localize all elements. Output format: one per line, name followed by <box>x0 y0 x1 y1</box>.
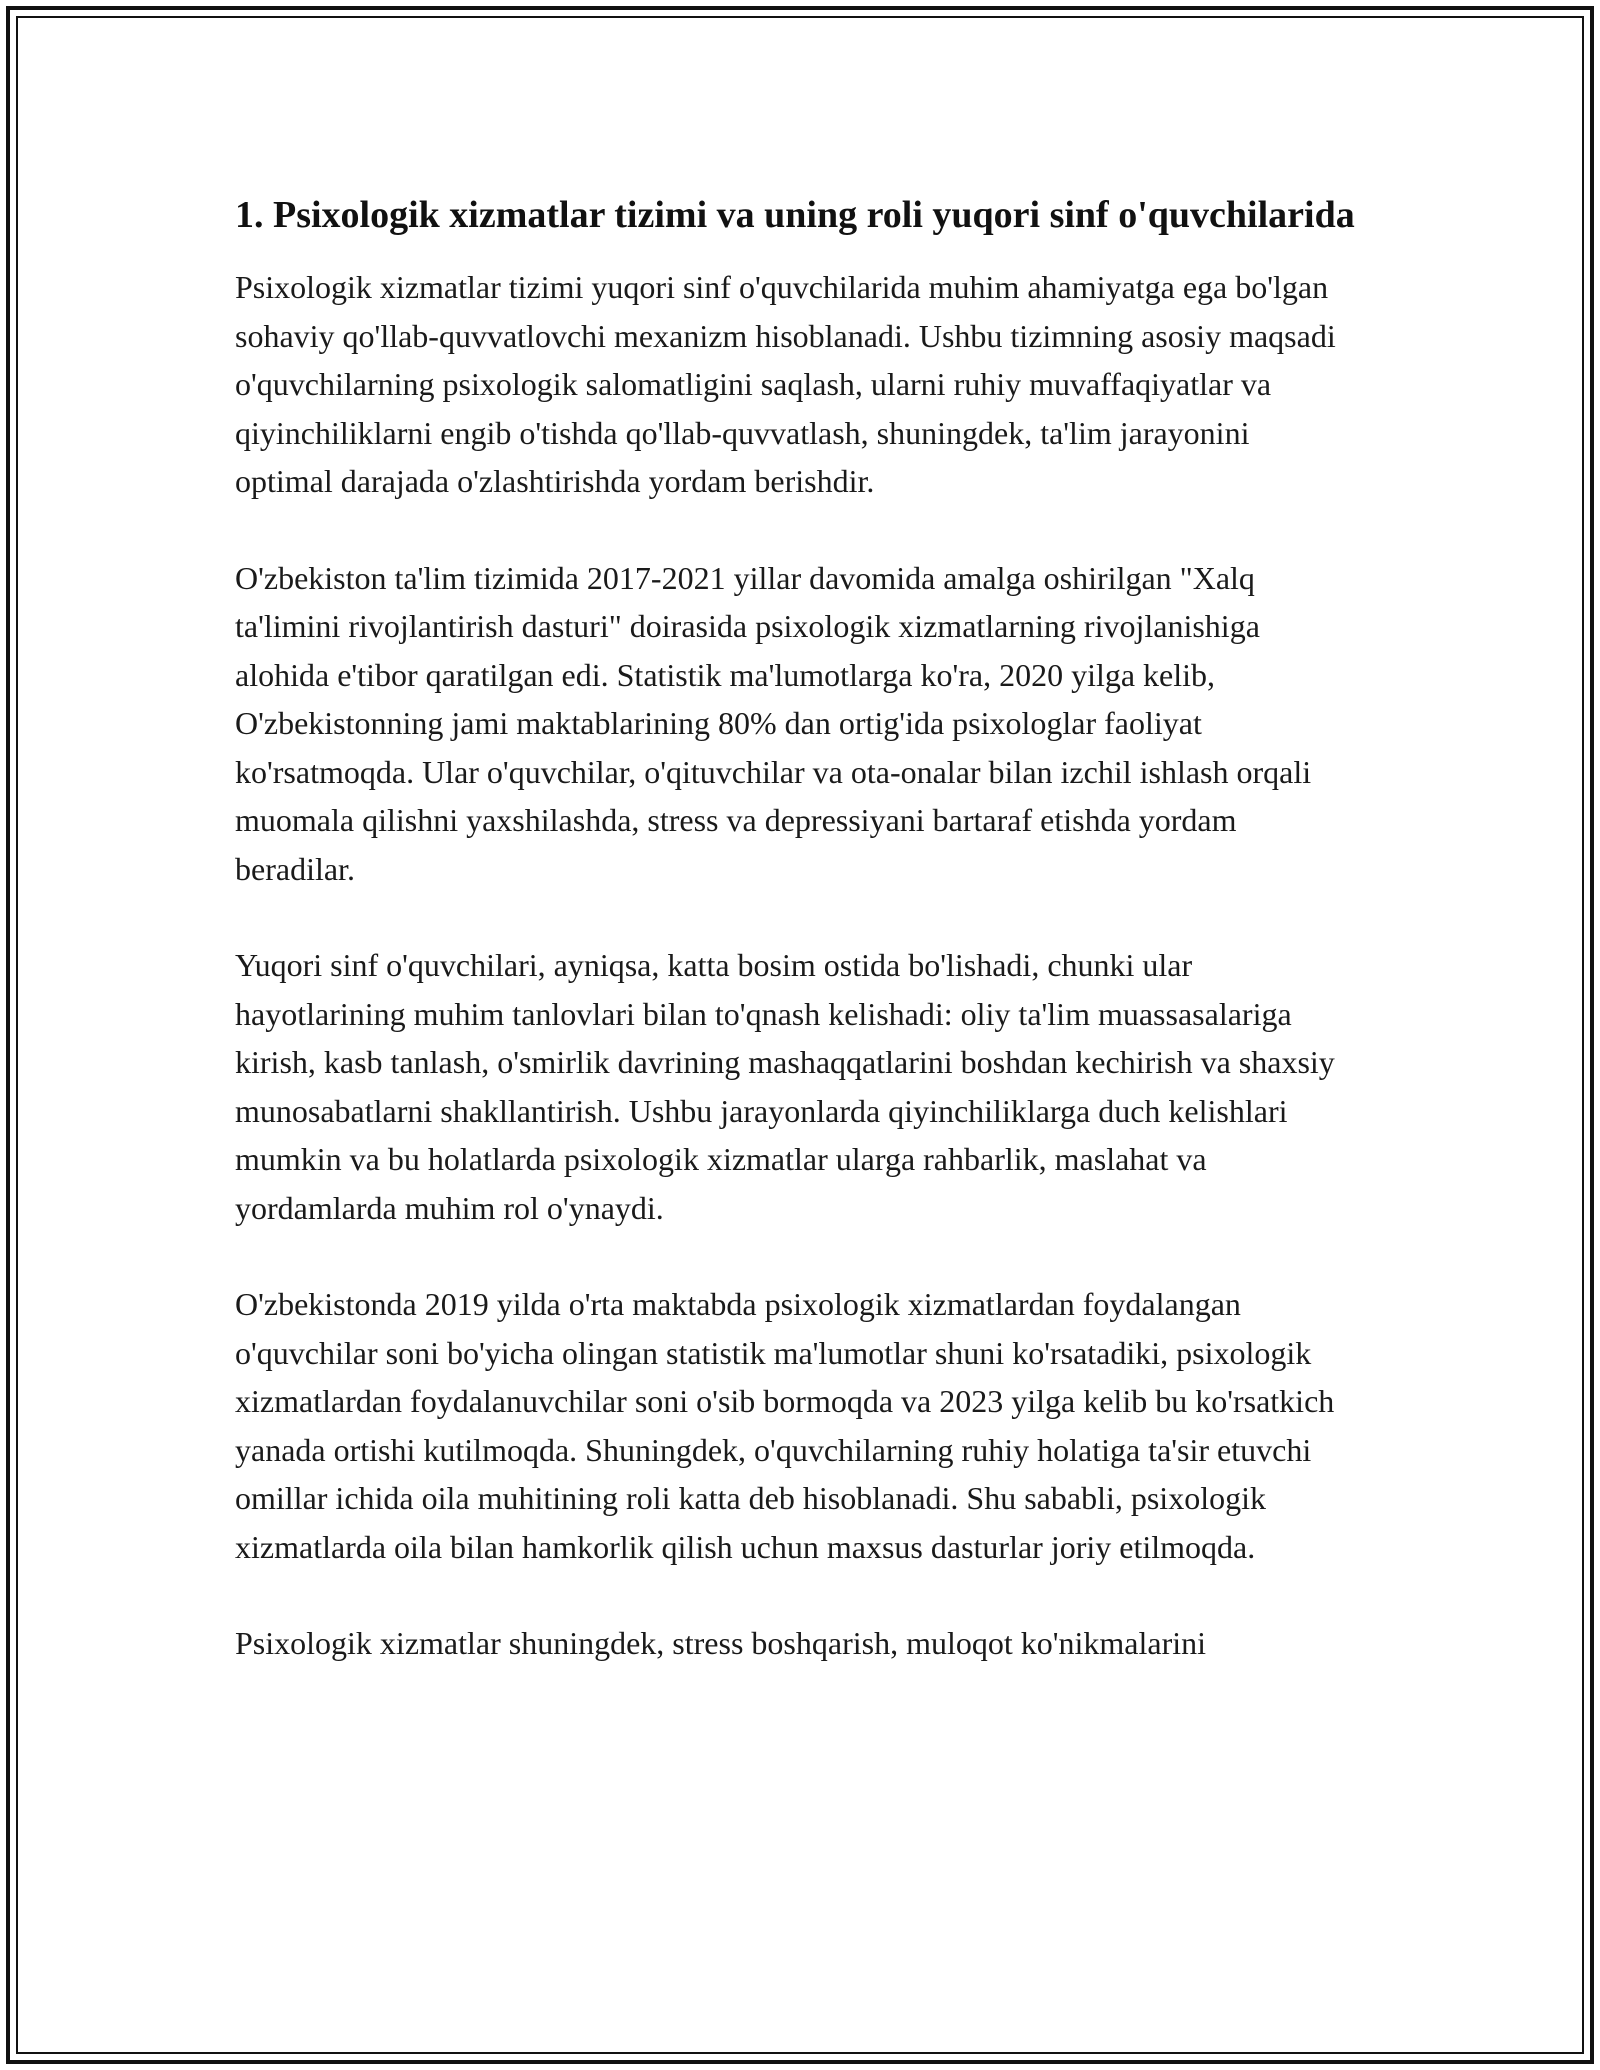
document-body <box>235 188 1355 1716</box>
paragraph-2: O'zbekiston ta'lim tizimida 2017-2021 yillar davomida amalga oshirilgan "Xalq ta'limini rivojlantirish dasturi" doirasida psixologik xizmatlarning rivojlanishiga alohida e'tibor qaratilgan edi. Statistik ma'lumotlarga ko'ra, 2020 yilga kelib, O'zbekistonning jami maktablarining 80% dan ortig'ida psixologlar faoliyat ko'rsatmoqda. Ular o'quvchilar, o'qituvchilar va ota-onalar bilan izchil ishlash orqali muomala qilishni yaxshilashda, stress va depressiyani bartaraf etishda yordam beradilar. <box>235 559 1312 887</box>
paragraph-3: Yuqori sinf o'quvchilari, ayniqsa, katta bosim ostida bo'lishadi, chunki ular hayotlarining muhim tanlovlari bilan to'qnash kelishadi: oliy ta'lim muassasalariga kirish, kasb tanlash, o'smirlik davrining mashaqqatlarini boshdan kechirish va shaxsiy munosabatlarni shakllantirish. Ushbu jarayonlarda qiyinchiliklarga duch kelishlari mumkin va bu holatlarda psixologik xizmatlar ularga rahbarlik, maslahat va yordamlarda muhim rol o'ynaydi. <box>235 947 1335 1226</box>
paragraph-5: Psixologik xizmatlar shuningdek, stress boshqarish, muloqot ko'nikmalarini <box>235 1625 1207 1661</box>
section-heading: 1. Psixologik xizmatlar tizimi va uning roli yuqori sinf o'quvchilarida <box>235 194 1355 236</box>
paragraph-4: O'zbekistonda 2019 yilda o'rta maktabda psixologik xizmatlardan foydalangan o'quvchilar soni bo'yicha olingan statistik ma'lumotlar shuni ko'rsatadiki, psixologik xizmatlardan foydalanuvchilar soni o'sib bormoqda va 2023 yilga kelib bu ko'rsatkich yanada ortishi kutilmoqda. Shuningdek, o'quvchilarning ruhiy holatiga ta'sir etuvchi omillar ichida oila muhitining roli katta deb hisoblanadi. Shu sababli, psixologik xizmatlarda oila bilan hamkorlik qilish uchun maxsus dasturlar joriy etilmoqda. <box>235 1286 1335 1565</box>
paragraph-1: Psixologik xizmatlar tizimi yuqori sinf o'quvchilarida muhim ahamiyatga ega bo'lgan sohaviy qo'llab-quvvatlovchi mexanizm hisoblanadi. Ushbu tizimning asosiy maqsadi o'quvchilarning psixologik salomatligini saqlash, ularni ruhiy muvaffaqiyatlar va qiyinchiliklarni engib o'tishda qo'llab-quvvatlash, shuningdek, ta'lim jarayonini optimal darajada o'zlashtirishda yordam berishdir. <box>235 269 1336 499</box>
